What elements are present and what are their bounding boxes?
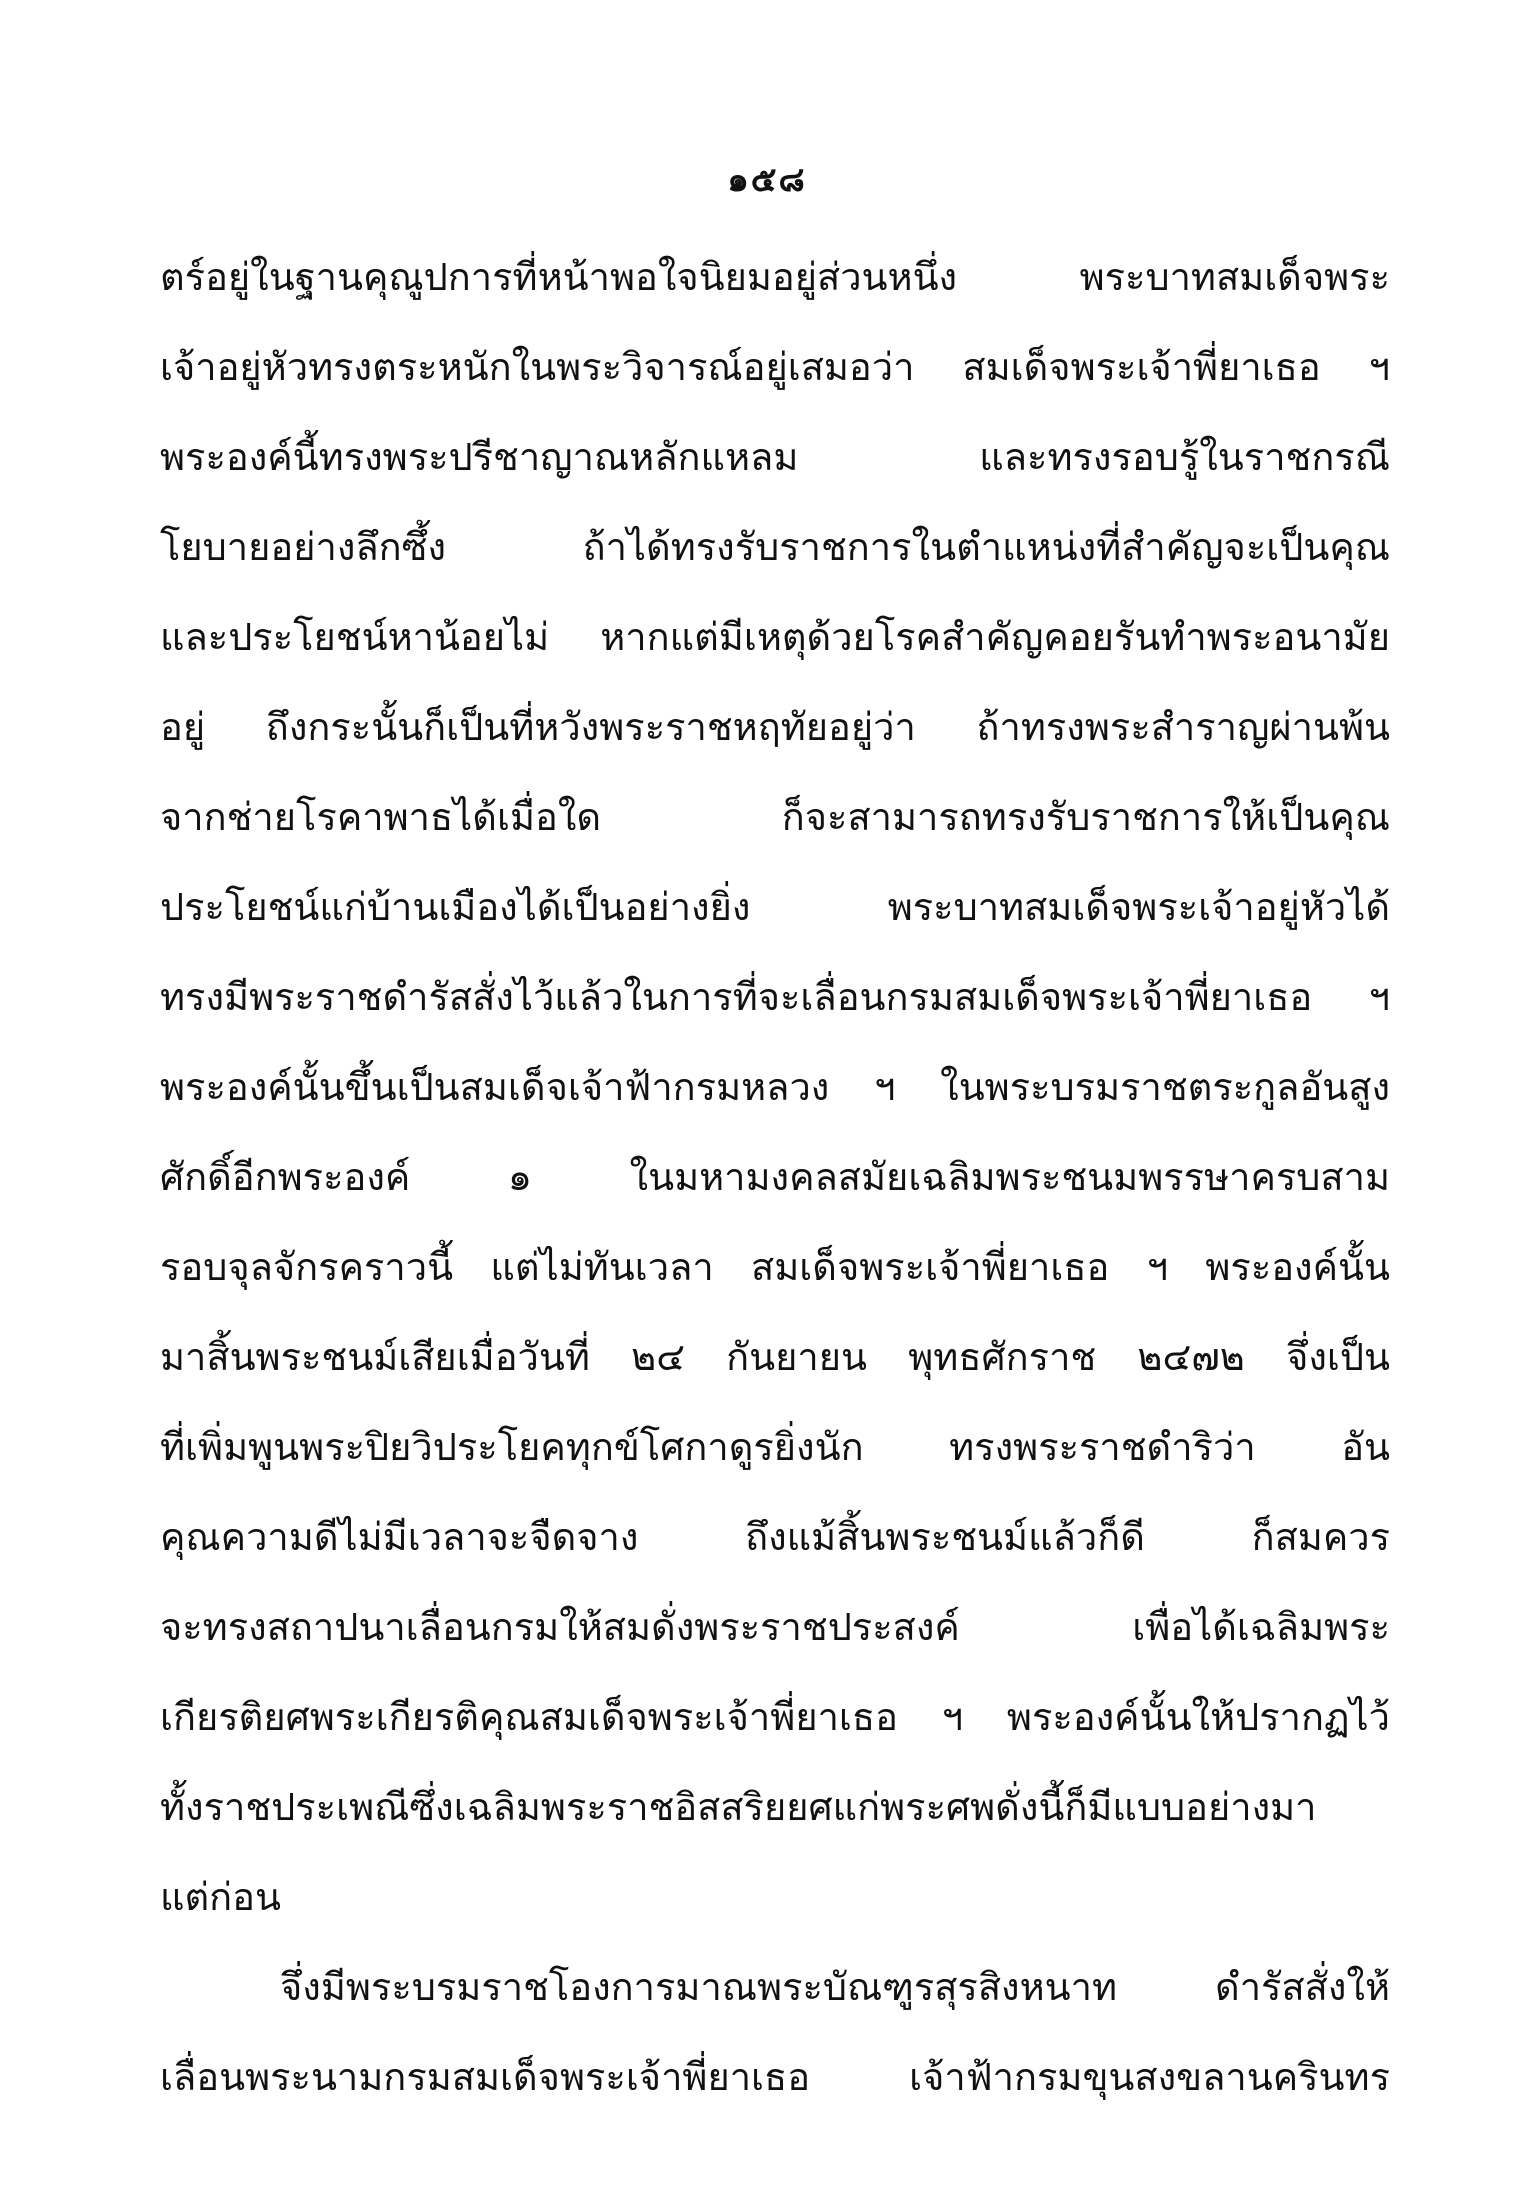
text-line: มาสิ้นพระชนม์เสียเมื่อวันที่ ๒๔ กันยายน พุทธศักราช ๒๔๗๒ จึ่งเป็น bbox=[160, 1335, 1390, 1379]
text-line: โยบายอย่างลึกซึ้ง ถ้าได้ทรงรับราชการในตำแหน่งที่สำคัญจะเป็นคุณ bbox=[160, 525, 1390, 569]
text-line: เจ้าอยู่หัวทรงตระหนักในพระวิจารณ์อยู่เสมอว่า สมเด็จพระเจ้าพี่ยาเธอ ฯ bbox=[160, 345, 1390, 389]
text-line: จึ่งมีพระบรมราชโองการมาณพระบัณฑูรสุรสิงหนาท ดำรัสสั่งให้ bbox=[280, 1965, 1390, 2009]
text-line: ตร์อยู่ในฐานคุณูปการที่หน้าพอใจนิยมอยู่ส่วนหนึ่ง พระบาทสมเด็จพระ bbox=[160, 255, 1390, 299]
text-line: ประโยชน์แก่บ้านเมืองได้เป็นอย่างยิ่ง พระบาทสมเด็จพระเจ้าอยู่หัวได้ bbox=[160, 885, 1390, 929]
body-text bbox=[160, 232, 1390, 2122]
text-line: ศักดิ์อีกพระองค์ ๑ ในมหามงคลสมัยเฉลิมพระชนมพรรษาครบสาม bbox=[160, 1155, 1390, 1199]
text-line: ทรงมีพระราชดำรัสสั่งไว้แล้วในการที่จะเลื่อนกรมสมเด็จพระเจ้าพี่ยาเธอ ฯ bbox=[160, 975, 1390, 1019]
text-line: ทั้งราชประเพณีซึ่งเฉลิมพระราชอิสสริยยศแก่พระศพดั่งนี้ก็มีแบบอย่างมา bbox=[160, 1785, 1317, 1829]
text-line: ที่เพิ่มพูนพระปิยวิประโยคทุกข์โศกาดูรยิ่งนัก ทรงพระราชดำริว่า อัน bbox=[160, 1425, 1390, 1469]
text-line: เกียรติยศพระเกียรติคุณสมเด็จพระเจ้าพี่ยาเธอ ฯ พระองค์นั้นให้ปรากฏไว้ bbox=[160, 1695, 1390, 1739]
text-line: และประโยชน์หาน้อยไม่ หากแต่มีเหตุด้วยโรคสำคัญคอยรันทำพระอนามัย bbox=[160, 615, 1390, 659]
page-number: ๑๕๘ bbox=[727, 160, 807, 200]
text-line: จากช่ายโรคาพาธได้เมื่อใด ก็จะสามารถทรงรับราชการให้เป็นคุณ bbox=[160, 795, 1390, 839]
paragraph-1 bbox=[160, 232, 1390, 1942]
text-line: แต่ก่อน bbox=[160, 1875, 281, 1919]
text-line: พระองค์นี้ทรงพระปรีชาญาณหลักแหลม และทรงรอบรู้ในราชกรณี bbox=[160, 435, 1390, 479]
text-line: อยู่ ถึงกระนั้นก็เป็นที่หวังพระราชหฤทัยอยู่ว่า ถ้าทรงพระสำราญผ่านพ้น bbox=[160, 705, 1390, 749]
paragraph-2 bbox=[160, 1942, 1390, 2122]
text-line: พระองค์นั้นขึ้นเป็นสมเด็จเจ้าฟ้ากรมหลวง ฯ ในพระบรมราชตระกูลอันสูง bbox=[160, 1065, 1390, 1109]
text-line: จะทรงสถาปนาเลื่อนกรมให้สมดั่งพระราชประสงค์ เพื่อได้เฉลิมพระ bbox=[160, 1605, 1390, 1649]
text-line: เลื่อนพระนามกรมสมเด็จพระเจ้าพี่ยาเธอ เจ้าฟ้ากรมขุนสงขลานครินทร bbox=[160, 2055, 1390, 2099]
text-line: คุณความดีไม่มีเวลาจะจืดจาง ถึงแม้สิ้นพระชนม์แล้วก็ดี ก็สมควร bbox=[160, 1515, 1390, 1559]
text-line: รอบจุลจักรคราวนี้ แต่ไม่ทันเวลา สมเด็จพระเจ้าพี่ยาเธอ ฯ พระองค์นั้น bbox=[160, 1245, 1390, 1289]
